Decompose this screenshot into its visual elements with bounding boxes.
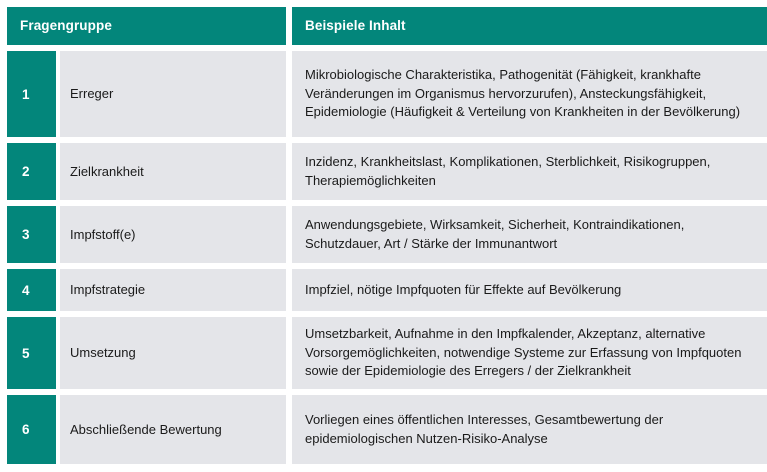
row-label-text: Umsetzung <box>70 345 136 361</box>
header-cell-beispiele-inhalt <box>292 7 767 45</box>
row-label-cell <box>60 317 286 389</box>
row-description-cell <box>292 395 767 464</box>
row-description-cell <box>292 143 767 200</box>
header-cell-fragengruppe <box>7 7 286 45</box>
row-description-cell <box>292 51 767 137</box>
table-row <box>7 269 767 311</box>
row-description-text: Mikrobiologische Charakteristika, Pathogenität (Fähigkeit, krankhafte Veränderungen im Organismus hervorzurufen), Ansteckungsfähigkeit, Epidemiologie (Häufigkeit & Verteilung von Krankheiten in der Bevölkerung) <box>305 67 741 120</box>
table-row <box>7 317 767 389</box>
row-number-badge: 1 <box>7 51 56 137</box>
row-label-text: Zielkrankheit <box>70 163 144 179</box>
row-label-text: Abschließende Bewertung <box>70 421 222 437</box>
row-description-text: Inzidenz, Krankheitslast, Komplikationen, Sterblichkeit, Risikogruppen, Therapiemöglichkeiten <box>305 154 711 188</box>
row-label-text: Impfstoff(e) <box>70 226 136 242</box>
table-row <box>7 395 767 464</box>
row-label-text: Impfstrategie <box>70 282 146 298</box>
row-description-text: Umsetzbarkeit, Aufnahme in den Impfkalender, Akzeptanz, alternative Vorsorgemöglichkeiten, notwendige Systeme zur Erfassung von Impfquoten sowie der Epidemiologie des Erregers / der Zielkrankheit <box>305 326 742 379</box>
row-description-text: Anwendungsgebiete, Wirksamkeit, Sicherheit, Kontraindikationen, Schutzdauer, Art / Stärke der Immunantwort <box>305 217 685 251</box>
header-label-fragengruppe: Fragengruppe <box>20 17 112 33</box>
row-number-badge: 3 <box>7 206 56 263</box>
table-row <box>7 143 767 200</box>
header-label-beispiele-inhalt: Beispiele Inhalt <box>305 17 406 33</box>
table-row <box>7 206 767 263</box>
row-label-cell <box>60 206 286 263</box>
row-description-cell <box>292 269 767 311</box>
row-label-cell <box>60 269 286 311</box>
fragengruppen-table <box>7 7 767 464</box>
row-description-cell <box>292 317 767 389</box>
row-number-badge: 4 <box>7 269 56 311</box>
row-description-cell <box>292 206 767 263</box>
row-number-badge: 6 <box>7 395 56 464</box>
row-description-text: Vorliegen eines öffentlichen Interesses, Gesamtbewertung der epidemiologischen Nutzen-Risiko-Analyse <box>305 412 664 446</box>
row-label-cell <box>60 51 286 137</box>
row-label-cell <box>60 143 286 200</box>
row-number-badge: 5 <box>7 317 56 389</box>
row-description-text: Impfziel, nötige Impfquoten für Effekte auf Bevölkerung <box>305 281 622 297</box>
row-label-cell <box>60 395 286 464</box>
table-header-row <box>7 7 767 45</box>
row-number-badge: 2 <box>7 143 56 200</box>
table-row <box>7 51 767 137</box>
row-label-text: Erreger <box>70 86 114 102</box>
